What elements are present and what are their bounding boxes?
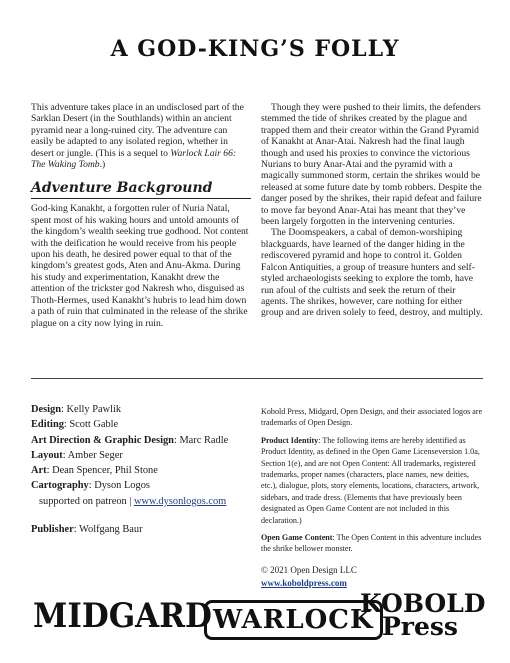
- credit-patreon: [31, 494, 256, 509]
- credit-cartography: [31, 478, 256, 493]
- open-game-content-label: Open Game Content: [261, 533, 333, 543]
- warlock-logo: WARLOCK: [204, 600, 383, 640]
- credit-label: Layout: [31, 449, 63, 461]
- background-paragraph: God-king Kanakht, a forgotten ruler of Nuria Natal, spent most of his waking hours and untold amounts of the kingdom’s wealth seeking true godhood. Not content with the deification he would receive from his people upon his death, he desired power equal to that of the kingdom’s greatest gods, Aten and Anu-Akma. During his study and experimentation, Kanakht drew the attention of the trickster god Nakresh who, disguised as Thoth-Hermes, used Kanakht’s hubris to lead him down a path of ruin that culminated in the release of the shrike plague on a city now lying in ruin.: [31, 203, 249, 329]
- credit-value: : Dyson Logos: [88, 480, 150, 492]
- press-logo-line: Press: [381, 612, 459, 641]
- right-column: [261, 102, 483, 319]
- credit-value: : Marc Radle: [173, 434, 229, 446]
- intro-end: .): [99, 159, 106, 171]
- product-identity-label: Product Identity: [261, 435, 319, 445]
- credit-art: [31, 463, 256, 478]
- defenders-paragraph: Though they were pushed to their limits, the defenders stemmed the tide of shrikes created by the plague and trapped them and their creator within the Grand Pyramid of Kanakht at Anar-Atai. Nakresh had the final laugh though and used his proxies to convince the victorious Nurians to bury Anar-Atai and the pyramid with a magically summoned storm, certain the shrikes would be released at some future date by tomb robbers. Despite the danger posed by the shrikes, their rapid defeat and failure to move far beyond Anar-Atai has meant that they’ve been largely forgotten in the intervening centuries.: [261, 102, 482, 228]
- doomspeakers-paragraph: The Doomspeakers, a cabal of demon-worshiping blackguards, have learned of the danger hiding in the rediscovered pyramid and hope to control it. Golden Falcon Antiquities, a group of treasure hunters and self-styled archaeologists seeking to explore the tomb, have run afoul of the cultists and seek the return of their agents. The shrikes, however, care nothing for either group and are driven solely to feed, destroy, and multiply.: [261, 227, 483, 319]
- kobold-logo-line: KOBOLD: [360, 589, 486, 618]
- credit-publisher: [31, 522, 256, 537]
- credit-value: : Kelly Pawlik: [61, 404, 122, 415]
- kobold-press-logo: [360, 589, 486, 641]
- midgard-logo: MIDGARD: [33, 596, 212, 636]
- legal-block: [261, 406, 485, 590]
- section-divider: [31, 378, 483, 379]
- credit-value: : Dean Spencer, Phil Stone: [46, 465, 158, 477]
- dysonlogos-link[interactable]: www.dysonlogos.com: [134, 495, 227, 507]
- koboldpress-link[interactable]: www.koboldpress.com: [261, 578, 347, 589]
- trademark-notice: Kobold Press, Midgard, Open Design, and their associated logos are trademarks of Open Design.: [261, 407, 483, 428]
- publisher-logos: [0, 590, 510, 644]
- credit-art-direction: [31, 433, 256, 448]
- credit-label: Cartography: [31, 480, 89, 492]
- credit-label: Art: [31, 465, 47, 477]
- intro-paragraph: [31, 102, 251, 170]
- credits-block: [31, 402, 256, 537]
- credit-label: Art Direction & Graphic Design: [31, 434, 174, 446]
- credit-layout: [31, 448, 256, 463]
- credit-label: Publisher: [31, 524, 74, 536]
- credit-editing: [31, 417, 256, 432]
- product-identity-text: : The following items are hereby identified as Product Identity, as defined in the Open Game Licenseversion 1.0a, Section 1(e), and are not Open Content: All trademarks, registered trademarks, proper names (characters, place names, new deities, etc.), dialogue, plots, story elements, locations, characters, artwork, sidebars, and trade dress. (Elements that have previously been designated as Open Game Content are not included in this declaration.): [261, 435, 480, 525]
- credit-label: Editing: [31, 419, 64, 431]
- patreon-text: supported on patreon |: [39, 495, 134, 507]
- sequel-title: Warlock Lair 66: The Waking Tomb: [31, 147, 237, 171]
- credit-value: : Wolfgang Baur: [73, 524, 143, 536]
- credit-label: Design: [31, 404, 62, 415]
- left-column: [31, 102, 251, 329]
- credit-value: : Amber Seger: [62, 449, 123, 461]
- section-heading-adventure-background: Adventure Background: [31, 180, 251, 199]
- intro-text: This adventure takes place in an undisclosed part of the Sarklan Desert (in the Southlands) within an ancient pyramid near a long-ruined city. The adventure can easily be adapted to any isolated region, whether in desert or jungle. (This is a sequel to: [31, 102, 244, 159]
- page-title: A GOD-KING’S FOLLY: [110, 36, 400, 62]
- product-identity-notice: [261, 435, 485, 526]
- credit-design: [31, 402, 256, 417]
- open-game-content-notice: [261, 532, 485, 555]
- credit-value: : Scott Gable: [63, 419, 119, 431]
- open-game-content-text: : The Open Content in this adventure includes the shrike bellower monster.: [261, 533, 482, 554]
- copyright-notice: © 2021 Open Design LLC: [261, 564, 357, 575]
